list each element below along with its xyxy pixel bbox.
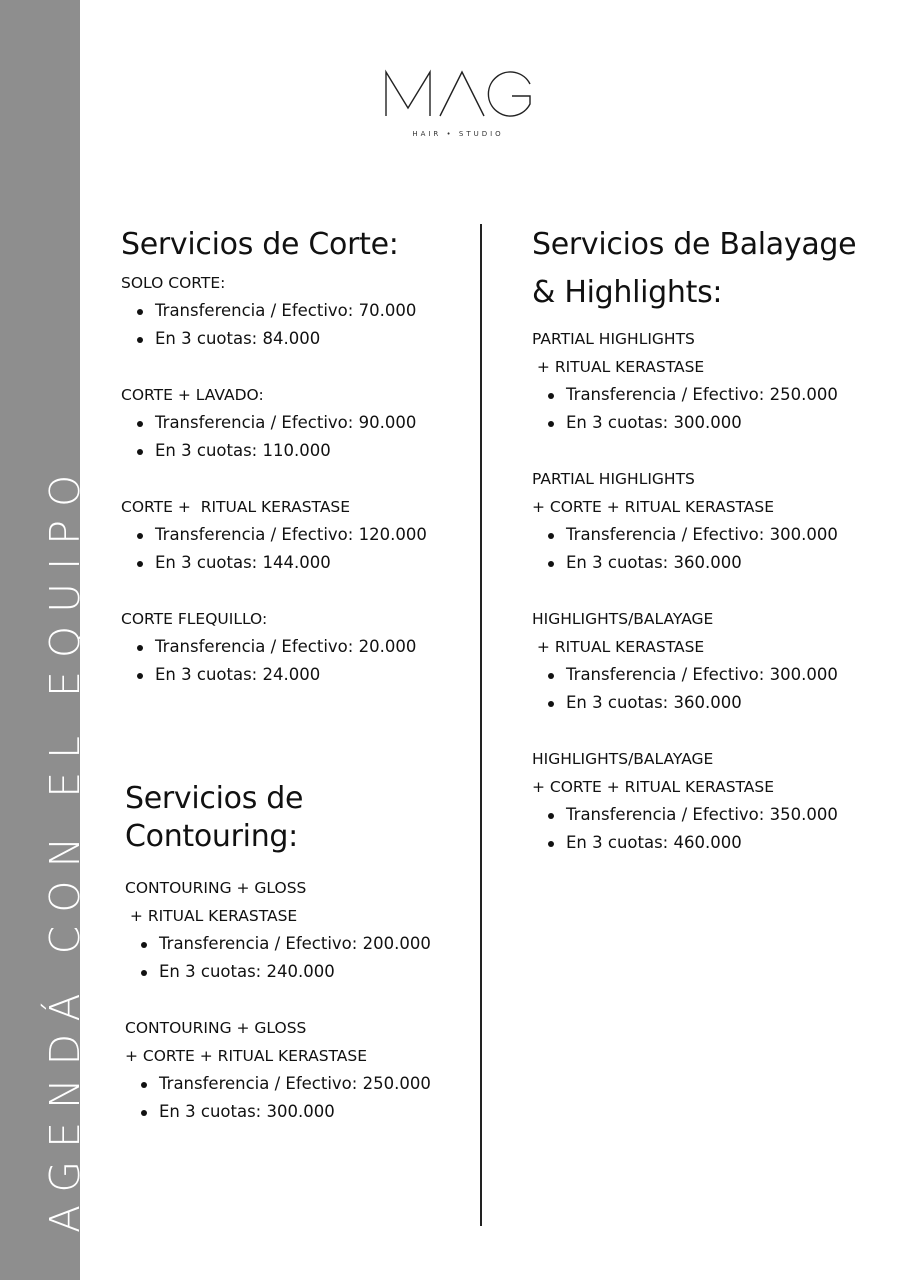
- price-installments: En 3 cuotas: 84.000: [155, 325, 427, 353]
- service-name: + RITUAL KERASTASE: [532, 358, 705, 376]
- service-item: [532, 325, 856, 437]
- service-name: PARTIAL HIGHLIGHTS: [532, 470, 695, 488]
- price-list: [125, 930, 431, 986]
- price-list: [125, 1070, 431, 1126]
- price-installments: En 3 cuotas: 144.000: [155, 549, 427, 577]
- service-name: CORTE FLEQUILLO:: [121, 610, 268, 628]
- service-name: CONTOURING + GLOSS: [125, 1019, 307, 1037]
- price-cash: Transferencia / Efectivo: 300.000: [566, 661, 856, 689]
- service-name: + RITUAL KERASTASE: [125, 907, 298, 925]
- sidebar-cta-text: AGENDÁ CON EL EQUIPO: [41, 461, 89, 1233]
- item-spacer: [532, 437, 856, 465]
- price-cash: Transferencia / Efectivo: 250.000: [566, 381, 856, 409]
- item-spacer: [532, 577, 856, 605]
- service-item: [121, 605, 427, 689]
- section-title-line2: & Highlights:: [532, 275, 723, 310]
- service-item: [532, 465, 856, 577]
- price-list: [532, 521, 856, 577]
- price-cash: Transferencia / Efectivo: 350.000: [566, 801, 856, 829]
- balayage-items: [532, 325, 856, 857]
- item-spacer: [121, 577, 427, 605]
- price-installments: En 3 cuotas: 24.000: [155, 661, 427, 689]
- service-item: [121, 493, 427, 577]
- service-name: HIGHLIGHTS/BALAYAGE: [532, 750, 714, 768]
- price-installments: En 3 cuotas: 300.000: [566, 409, 856, 437]
- price-installments: En 3 cuotas: 300.000: [159, 1098, 431, 1126]
- service-item: [532, 745, 856, 857]
- service-item: [125, 1014, 431, 1126]
- service-item: [121, 381, 427, 465]
- sidebar: [0, 0, 89, 1280]
- logo-subtitle: HAIR • STUDIO: [412, 130, 504, 138]
- price-cash: Transferencia / Efectivo: 300.000: [566, 521, 856, 549]
- item-spacer: [532, 717, 856, 745]
- price-installments: En 3 cuotas: 240.000: [159, 958, 431, 986]
- price-cash: Transferencia / Efectivo: 70.000: [155, 297, 427, 325]
- item-spacer: [121, 465, 427, 493]
- section-contouring: [125, 780, 431, 1126]
- price-list: [532, 661, 856, 717]
- price-installments: En 3 cuotas: 460.000: [566, 829, 856, 857]
- corte-items: [121, 269, 427, 689]
- service-name: + CORTE + RITUAL KERASTASE: [532, 498, 775, 516]
- price-list: [532, 801, 856, 857]
- section-balayage: [532, 221, 856, 857]
- service-name: PARTIAL HIGHLIGHTS: [532, 330, 695, 348]
- contouring-items: [125, 874, 431, 1126]
- service-name: CONTOURING + GLOSS: [125, 879, 307, 897]
- service-item: [121, 269, 427, 353]
- item-spacer: [121, 353, 427, 381]
- service-name: + CORTE + RITUAL KERASTASE: [125, 1047, 368, 1065]
- section-title-line1: Servicios de Balayage: [532, 227, 857, 262]
- price-list: [121, 521, 427, 577]
- service-name: + RITUAL KERASTASE: [532, 638, 705, 656]
- price-cash: Transferencia / Efectivo: 20.000: [155, 633, 427, 661]
- service-name: HIGHLIGHTS/BALAYAGE: [532, 610, 714, 628]
- item-spacer: [125, 986, 431, 1014]
- service-name: + CORTE + RITUAL KERASTASE: [532, 778, 775, 796]
- price-cash: Transferencia / Efectivo: 250.000: [159, 1070, 431, 1098]
- service-name: CORTE + RITUAL KERASTASE: [121, 498, 351, 516]
- service-item: [532, 605, 856, 717]
- price-cash: Transferencia / Efectivo: 120.000: [155, 521, 427, 549]
- price-cash: Transferencia / Efectivo: 200.000: [159, 930, 431, 958]
- service-item: [125, 874, 431, 986]
- section-corte: [121, 221, 427, 689]
- section-title-line2: Contouring:: [125, 819, 298, 854]
- section-title: Servicios de Corte:: [121, 227, 399, 262]
- section-title-line1: Servicios de: [125, 781, 304, 816]
- price-installments: En 3 cuotas: 110.000: [155, 437, 427, 465]
- price-list: [121, 633, 427, 689]
- service-name: CORTE + LAVADO:: [121, 386, 264, 404]
- price-list: [121, 409, 427, 465]
- price-cash: Transferencia / Efectivo: 90.000: [155, 409, 427, 437]
- price-installments: En 3 cuotas: 360.000: [566, 549, 856, 577]
- service-name: SOLO CORTE:: [121, 274, 226, 292]
- column-divider: [480, 224, 482, 1226]
- price-installments: En 3 cuotas: 360.000: [566, 689, 856, 717]
- price-list: [532, 381, 856, 437]
- price-list: [121, 297, 427, 353]
